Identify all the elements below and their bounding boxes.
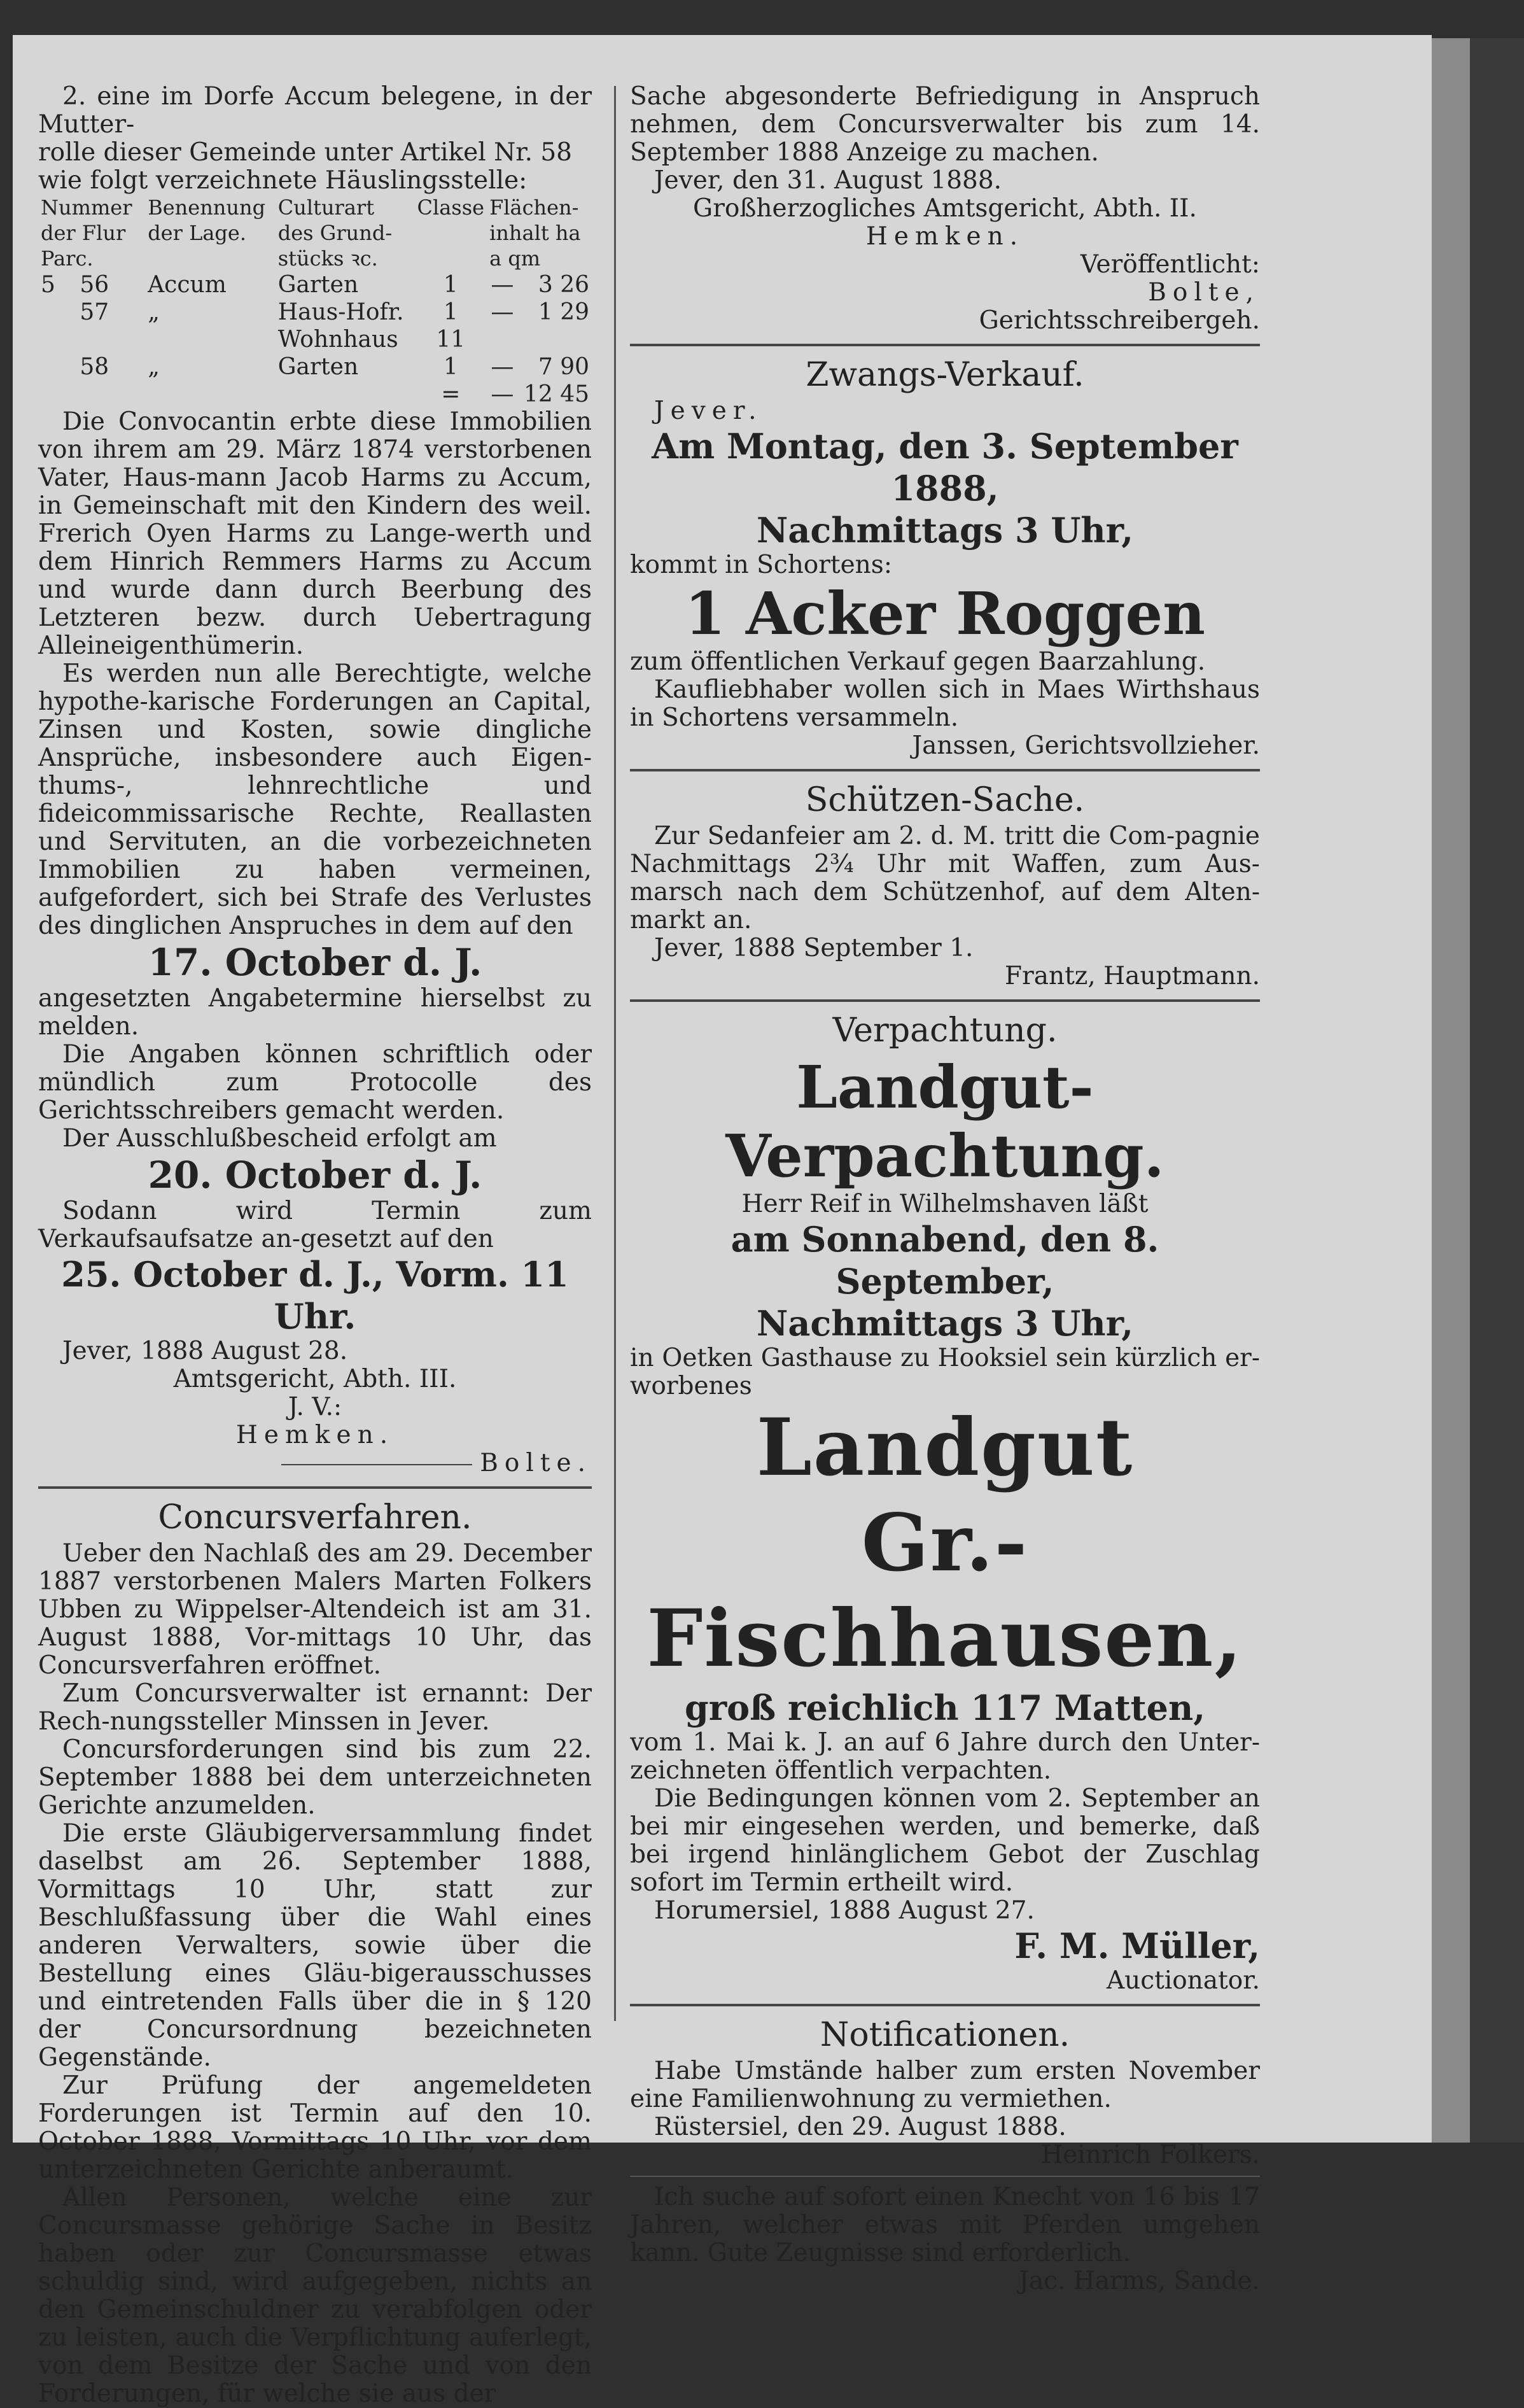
table-row (38, 326, 592, 353)
notification-1-signature: Heinrich Folkers. (1041, 2141, 1260, 2169)
cell-class: 1 (443, 299, 458, 325)
header-area: Flächen-inhalt ha a qm (489, 195, 581, 271)
cell-area: 7 90 (538, 354, 589, 380)
header-culture: Culturart des Grund-stücks ꝛc. (277, 195, 393, 271)
paragraph-sale-term: Sodann wird Termin zum Verkaufsaufsatze an-gesetzt auf den (38, 1197, 592, 1253)
cell-area: 3 26 (538, 272, 589, 298)
shooting-club-date: Jever, 1888 September 1. (654, 934, 974, 962)
cell-culture: Garten (277, 354, 359, 380)
table-row (38, 299, 592, 326)
cell-area: 1 29 (538, 299, 589, 325)
judge-signature: Hemken. (235, 1421, 395, 1449)
notifications-title: Notificationen. (820, 2016, 1070, 2054)
cell-culture: Wohnhaus (277, 327, 398, 353)
place-date: Jever, 1888 August 28. (62, 1337, 348, 1365)
continuation-judge: Hemken. (865, 222, 1024, 251)
forced-sale-item: 1 Acker Roggen (684, 579, 1206, 648)
concurs-paragraph-2: Zum Concursverwalter ist ernannt: Der Rech-nungssteller Minssen in Jever. (38, 1679, 592, 1736)
lease-line-4: in Oetken Gasthause zu Hooksiel sein kürzlich er-worbenes (630, 1344, 1260, 1400)
cell-parc: 57 (80, 299, 109, 325)
forced-sale-signature: Janssen, Gerichtsvollzieher. (912, 731, 1260, 760)
lease-signature: F. M. Müller, (1014, 1926, 1260, 1966)
lease-estate-location: Gr.-Fischhausen, (647, 1497, 1243, 1685)
table-row (38, 271, 592, 299)
clerk-line (38, 1449, 592, 1477)
notification-rule (630, 2176, 1260, 2177)
forced-sale-place: Jever. (654, 397, 763, 425)
shooting-club-title: Schützen-Sache. (805, 781, 1085, 819)
continuation-published: Veröffentlicht: (1080, 250, 1260, 279)
cell-culture (276, 381, 415, 408)
concurs-paragraph-1: Ueber den Nachlaß des am 29. December 1887 verstorbenen Malers Marten Folkers Ubben zu Wippelser-Altendeich ist am 31. August 1888, Vor-mittags 10 Uhr, das Concursverfahren eröffnet. (38, 1539, 592, 1680)
cell-parc: 58 (80, 354, 109, 380)
cell-dash (487, 326, 518, 353)
forced-sale-date: Am Montag, den 3. September 1888, (652, 426, 1238, 509)
cell-lage: „ (148, 354, 160, 380)
cell-class: 1 (443, 354, 458, 380)
cell-flur (38, 353, 77, 381)
land-register-table (38, 195, 592, 408)
lease-line-1: Herr Reif in Wilhelmshaven läßt (741, 1190, 1149, 1218)
lease-size: groß reichlich 117 Matten, (684, 1687, 1206, 1728)
lease-title: Landgut-Verpachtung. (725, 1053, 1164, 1190)
continuation-clerk: Bolte, (1148, 278, 1260, 307)
cell-dash: — (491, 354, 514, 380)
concurs-paragraph-6: Allen Personen, welche eine zur Concursmasse gehörige Sache in Besitz haben oder zur Concursmasse etwas schuldig sind, wird aufgegeben, nichts an den Gemeinschuldner zu verabfolgen oder zu leisten, auch die Verpflichtung auferlegt, von dem Besitze der Sache und von den Forderungen, für welche sie aus der (38, 2183, 592, 2408)
background-edge (1470, 38, 1524, 2143)
cell-parc: 56 (80, 272, 109, 298)
date-17-october: 17. October d. J. (148, 941, 482, 984)
column-divider (614, 86, 616, 2021)
cell-flur (38, 326, 77, 353)
cell-area (518, 326, 592, 353)
intro-line-1: 2. eine im Dorfe Accum belegene, in der Mutter- (38, 82, 592, 139)
concurs-paragraph-4: Die erste Gläubigerversammlung findet daselbst am 26. September 1888, Vormittags 10 Uhr, statt zur Beschlußfassung über die Wahl eines anderen Verwalters, sowie über die Bestellung eines Gläu-bigerausschusses und eintretenden Falls über die in § 120 der Concursordnung bezeichneten Gegenstände. (38, 1819, 592, 2072)
continuation-date: Jever, den 31. August 1888. (654, 166, 1002, 195)
shooting-club-text: Zur Sedanfeier am 2. d. M. tritt die Com-pagnie Nachmittags 2¾ Uhr mit Waffen, zum Aus-marsch nach dem Schützenhof, auf dem Alten-markt an. (630, 822, 1260, 934)
paragraph-register: angesetzten Angabetermine hierselbst zu melden. (38, 984, 592, 1041)
lease-head: Verpachtung. (832, 1011, 1058, 1050)
deputy-mark: J. V.: (288, 1393, 342, 1421)
section-rule (38, 1486, 592, 1489)
date-20-october: 20. October d. J. (148, 1153, 482, 1197)
notification-2-signature: Jac. Harms, Sande. (1019, 2267, 1260, 2295)
cell-class: = (441, 381, 461, 407)
lease-date: Horumersiel, 1888 August 27. (654, 1896, 1035, 1925)
section-rule (630, 999, 1260, 1002)
right-column (630, 83, 1260, 2295)
cell-parc (77, 381, 145, 408)
concurs-paragraph-3: Concursforderungen sind bis zum 22. September 1888 bei dem unterzeichneten Gerichte anzumelden. (38, 1735, 592, 1820)
cell-dash: — (491, 299, 514, 325)
forced-sale-title: Zwangs-Verkauf. (806, 356, 1084, 394)
lease-paragraph-1: vom 1. Mai k. J. an auf 6 Jahre durch den Unter-zeichneten öffentlich verpachten. (630, 1728, 1260, 1785)
cell-lage (145, 326, 276, 353)
continuation-court: Großherzogliches Amtsgericht, Abth. II. (693, 194, 1197, 223)
lease-signature-role: Auctionator. (1106, 1966, 1260, 1995)
lease-line-2: am Sonnabend, den 8. September, (731, 1219, 1159, 1302)
shooting-club-signature: Frantz, Hauptmann. (1005, 962, 1260, 990)
lease-paragraph-2: Die Bedingungen können vom 2. September an bei mir eingesehen werden, und bemerke, daß bei irgend hinlänglichem Gebot der Zuschlag sofort im Termin ertheilt wird. (630, 1784, 1260, 1897)
continuation-text: Sache abgesonderte Befriedigung in Anspruch nehmen, dem Concursverwalter bis zum 14. September 1888 Anzeige zu machen. (630, 82, 1260, 167)
notification-1-text: Habe Umstände halber zum ersten November eine Familienwohnung zu vermiethen. (630, 2057, 1260, 2113)
section-rule (630, 344, 1260, 346)
cell-flur (38, 381, 77, 408)
cell-culture: Haus-Hofr. (277, 299, 404, 325)
cell-class: 11 (436, 327, 466, 353)
table-total-row (38, 381, 592, 408)
cell-parc (77, 326, 145, 353)
notification-1-date: Rüstersiel, den 29. August 1888. (654, 2113, 1066, 2141)
intro-line-2: rolle dieser Gemeinde unter Artikel Nr. 58 (38, 138, 572, 167)
paragraph-claims: Es werden nun alle Berechtigte, welche hypothe-karische Forderungen an Capital, Zinsen und Kosten, sowie dingliche Ansprüche, insbesondere auch Eigen-thums-, lehnrechtliche und fideicommissarische Rechte, Reallasten und Servituten, an die vorbezeichneten Immobilien zu haben vermeinen, aufgefordert, sich bei Strafe des Verlustes des dinglichen Anspruches in dem auf den (38, 659, 592, 940)
cell-culture: Garten (277, 272, 359, 298)
cell-lage (145, 381, 276, 408)
header-number: Nummer der Flur Parc. (41, 195, 132, 271)
paragraph-exclusion: Der Ausschlußbescheid erfolgt am (62, 1124, 497, 1153)
court-name: Amtsgericht, Abth. III. (173, 1365, 457, 1393)
page-edge (1432, 38, 1470, 2143)
table-header (38, 195, 592, 271)
forced-sale-terms: zum öffentlichen Verkauf gegen Baarzahlung. (630, 647, 1206, 676)
forced-sale-location: kommt in Schortens: (630, 551, 892, 579)
cell-lage: „ (148, 299, 160, 325)
table-row (38, 353, 592, 381)
paragraph-protocol: Die Angaben können schriftlich oder mündlich zum Protocolle des Gerichtsschreibers gemacht werden. (38, 1040, 592, 1125)
forced-sale-time: Nachmittags 3 Uhr, (756, 510, 1134, 551)
paragraph-inheritance: Die Convocantin erbte diese Immobilien von ihrem am 29. März 1874 verstorbenen Vater, Haus-mann Jacob Harms zu Accum, in Gemeinschaft mit den Kindern des weil. Frerich Oyen Harms zu Lange-werth und dem Hinrich Remmers Harms zu Accum und wurde dann durch Beerbung des Letzteren bezw. durch Uebertragung Alleineigenthümerin. (38, 407, 592, 660)
date-25-october: 25. October d. J., Vorm. 11 Uhr. (61, 1254, 569, 1337)
section-rule (630, 2004, 1260, 2006)
lease-line-3: Nachmittags 3 Uhr, (756, 1303, 1134, 1344)
cell-flur: 5 (41, 272, 55, 298)
continuation-clerk-title: Gerichtsschreibergeh. (979, 306, 1260, 335)
cell-dash: — (491, 272, 514, 298)
lease-estate-name: Landgut (756, 1402, 1134, 1494)
cell-class: 1 (443, 272, 458, 298)
cell-area-total: 12 45 (523, 381, 589, 407)
cell-flur (38, 299, 77, 326)
concurs-title: Concursverfahren. (158, 1498, 472, 1537)
notification-2-text: Ich suche auf sofort einen Knecht von 16 bis 17 Jahren, welcher etwas mit Pferden umgehen kann. Gute Zeugnisse sind erforderlich. (630, 2183, 1260, 2267)
left-column (38, 83, 592, 2408)
signature-rule (281, 1464, 472, 1465)
concurs-paragraph-5: Zur Prüfung der angemeldeten Forderungen ist Termin auf den 10. October 1888, Vormittags 10 Uhr, vor dem unterzeichneten Gerichte anberaumt. (38, 2071, 592, 2184)
forced-sale-buyers: Kaufliebhaber wollen sich in Maes Wirthshaus in Schortens versammeln. (630, 675, 1260, 732)
intro-line-3: wie folgt verzeichnete Häuslingsstelle: (38, 166, 528, 195)
cell-dash: — (491, 381, 514, 407)
header-class: Classe (417, 195, 485, 220)
header-name: Benennung der Lage. (148, 195, 266, 245)
cell-lage: Accum (148, 272, 227, 298)
section-rule (630, 769, 1260, 771)
clerk-signature: Bolte. (480, 1449, 592, 1477)
